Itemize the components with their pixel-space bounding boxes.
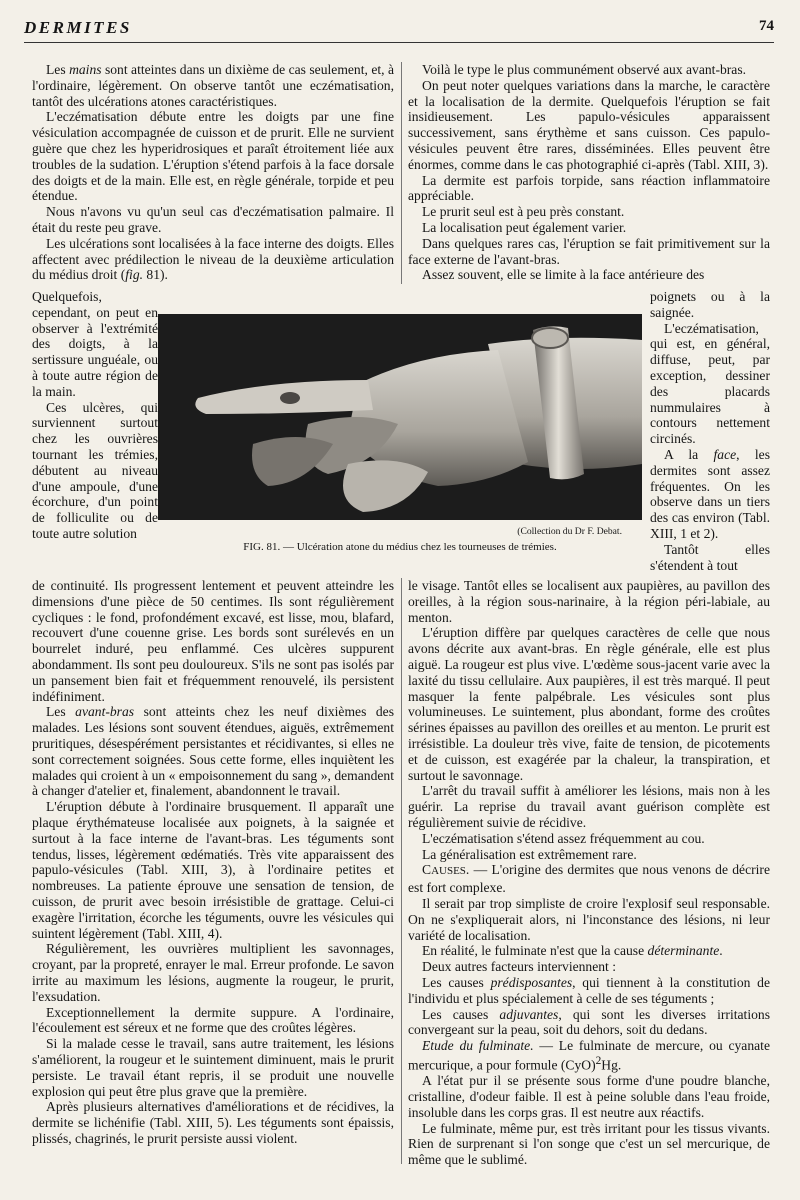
paragraph: CAUSES. — L'origine des dermites que nous venons de décrire est fort complexe. (408, 862, 770, 896)
paragraph: Les ulcérations sont localisées à la face interne des doigts. Elles affectent avec prédilection le niveau de la deuxième articulation du médius droit (fig. 81). (32, 235, 394, 283)
paragraph: Dans quelques rares cas, l'éruption se fait primitivement sur la face externe de l'avant-bras. (408, 235, 770, 267)
paragraph: Etude du fulminate. — Le fulminate de mercure, ou cyanate mercurique, a pour formule (CyO)$^2$Hg. (408, 1038, 770, 1073)
paragraph: Si la malade cesse le travail, sans autre traitement, les lésions s'améliorent, la rougeur et le suintement diminuent, mais le prurit persiste. Le travail étant repris, il se produit une nouvelle explosion qui peut être plus grave que la première. (32, 1036, 394, 1099)
paragraph: L'eczématisation, qui est, en général, diffuse, peut, par exception, dessiner des placards nummulaires à contours nettement circinés. (650, 320, 770, 447)
right-column-wrap (650, 289, 770, 573)
paragraph: L'eczématisation débute entre les doigts par une fine vésiculation accompagnée de cuisson et de prurit. Elle ne survient guère que chez les hyperidrosiques et paraît étroitement liée aux troubles de la sudation. L'éruption s'étend parfois à la face dorsale des doigts et de la main. Elle est, en règle générale, torpide et peu étendue. (32, 109, 394, 204)
running-title: DERMITES (24, 18, 132, 37)
paragraph: de continuité. Ils progressent lentement et peuvent atteindre les dimensions d'une pièce de 50 centimes. Ils sont régulièrement cycliques : le fond, profondément excavé, est lisse, mou, blafard, recouvert d'une couenne grise. Les bords sont surélevés en un bourrelet induré, peu enflammé. Ces ulcères suppurent abondamment. Ils sont peu douloureux. S'ils ne sont pas isolés par un pansement bien fait et fréquemment renouvelé, ils persistent indéfiniment. (32, 578, 394, 704)
paragraph: Il serait par trop simpliste de croire l'explosif seul responsable. On ne s'expliquerait alors, ni l'inconstance des lésions, ni leur variété de localisation. (408, 895, 770, 943)
column-divider-lower (401, 578, 402, 1164)
paragraph: La dermite est parfois torpide, sans réaction inflammatoire appréciable. (408, 172, 770, 204)
paragraph: Quelquefois, cependant, on peut en observer à l'extrémité des doigts, à la sertissure unguéale, ou à toute autre région de la main. (32, 289, 158, 399)
paragraph: Ces ulcères, qui surviennent surtout chez les ouvrières tournant les trémies, débutent au niveau d'une ampoule, d'une écorchure, d'un point de folliculite ou de toute autre solution (32, 399, 158, 541)
running-head (24, 18, 774, 43)
paragraph: Exceptionnellement la dermite suppure. A l'ordinaire, l'écoulement est séreux et ne forme que des croûtes légères. (32, 1004, 394, 1036)
paragraph: le visage. Tantôt elles se localisent aux paupières, au pavillon des oreilles, à la région sous-narinaire, à la région péri-labiale, au menton. (408, 578, 770, 625)
paragraph: Deux autres facteurs interviennent : (422, 959, 617, 975)
column-divider (401, 62, 402, 284)
paragraph: L'éruption diffère par quelques caractères de celle que nous avons décrite aux avant-bras. En règle générale, elle est plus aiguë. La rougeur est plus vive. L'œdème sous-jacent varie avec la laxité du tissu cellulaire. Aux paupières, il est très marqué. Il peut masquer la fente palpébrale. Les vésicules sont plus volumineuses. Le suintement, plus abondant, forme des croûtes sérines épaisses au pavillon des oreilles et au menton. Le prurit est irrésistible. La douleur très vive, faite de tension, de picotements et de cuisson, est exagérée par la chaleur, la transpiration, et surtout le savonnage. (408, 625, 770, 783)
paragraph: L'éruption débute à l'ordinaire brusquement. Il apparaît une plaque érythémateuse localisée aux poignets, à la saignée et surtout à la face interne de l'avant-bras. Les téguments sont tendus, lisses, légèrement œdématiés. Très vite apparaissent des papulo-vésicules (Tabl. XIII, 3), à l'ordinaire petites et nombreuses. La patiente éprouve une sensation de tension, de cuisson, de prurit avec besoin irrésistible de grattage. Celui-ci exagère l'irritation, écorche les téguments, ouvre les vésicules qui suintent légèrement (Tabl. XIII, 4). (32, 799, 394, 941)
hand-photograph (158, 314, 642, 520)
paragraph: En réalité, le fulminate n'est que la cause déterminante. (422, 943, 723, 959)
paragraph: La généralisation est extrêmement rare. (422, 846, 637, 862)
paragraph: Les mains sont atteintes dans un dixième de cas seulement, et, à l'ordinaire, légèrement. On observe tantôt une eczématisation, tantôt des ulcérations atones caractéristiques. (32, 62, 394, 109)
figure-81 (158, 314, 642, 553)
paragraph: Le fulminate, même pur, est très irritant pour les tissus vivants. Rien de surprenant si l'on songe que c'est un sel mercurique, de même que le sublimé. (408, 1120, 770, 1168)
paragraph: Après plusieurs alternatives d'améliorations et de récidives, la dermite se lichénifie (Tabl. XIII, 5). Les téguments sont épaissis, plissés, chagrinés, le prurit persiste aussi violent. (32, 1099, 394, 1146)
paragraph: Voilà le type le plus communément observé aux avant-bras. (422, 62, 747, 77)
right-column-top (408, 62, 770, 283)
paragraph: Assez souvent, elle se limite à la face antérieure des (422, 267, 705, 283)
figure-caption: FIG. 81. — Ulcération atone du médius chez les tourneuses de trémies. (243, 541, 557, 553)
right-column-bottom (408, 578, 770, 1168)
paragraph: Tantôt elles s'étendent à tout (650, 541, 770, 573)
paragraph: poignets ou à la saignée. (650, 289, 770, 320)
paragraph: A l'état pur il se présente sous forme d'une poudre blanche, cristalline, d'odeur faible. Il est à peine soluble dans l'eau froide, insoluble dans les corps gras. Il est neutre aux réactifs. (408, 1073, 770, 1120)
paragraph: L'arrêt du travail suffit à améliorer les lésions, mais non à les guérir. La reprise du travail avant guérison complète est régulièrement suivie de récidive. (408, 783, 770, 830)
page-number: 74 (759, 18, 774, 34)
left-column-wrap (32, 289, 158, 542)
paragraph: A la face, les dermites sont assez fréquentes. On les observe dans un tiers des cas environ (Tabl. XIII, 1 et 2). (650, 446, 770, 541)
left-column-bottom (32, 578, 394, 1147)
paragraph: Nous n'avons vu qu'un seul cas d'eczématisation palmaire. Il était du reste peu grave. (32, 204, 394, 235)
paragraph: Les avant-bras sont atteints chez les neuf dixièmes des malades. Les lésions sont souvent étendues, aiguës, extrêmement pruritiques, désespérément persistantes et récidivantes, si elles ne sont correctement soignées. Sous cette forme, elles inquiètent les malades qui croient à un « empoisonnement du sang », demandent à changer d'atelier et, finalement, abandonnent le travail. (32, 704, 394, 799)
paragraph: Le prurit seul est à peu près constant. (422, 204, 625, 220)
paragraph: Les causes prédisposantes, qui tiennent à la constitution de l'individu et plus spécialement à celle de ses téguments ; (408, 974, 770, 1006)
paragraph: Les causes adjuvantes, qui sont les diverses irritations convergeant sur la peau, soit du dehors, soit du dedans. (408, 1006, 770, 1038)
paragraph: Régulièrement, les ouvrières multiplient les savonnages, croyant, par la propreté, enrayer le mal. Erreur profonde. Le savon irrite au maximum les lésions, augmente la rougeur, le prurit, l'exsudation. (32, 941, 394, 1004)
paragraph: La localisation peut également varier. (422, 219, 627, 235)
left-column-top (32, 62, 394, 283)
paragraph: On peut noter quelques variations dans la marche, le caractère et la localisation de la dermite. Quelquefois l'éruption se fait insidieusement. Les papulo-vésicules apparaissent successivement, sans érythème et sans cuisson. Ces papulo-vésicules peuvent être rares, disséminées. Elles peuvent être énormes, comme dans le cas photographié ci-après (Tabl. XIII, 3). (408, 77, 770, 172)
paragraph: L'eczématisation s'étend assez fréquemment au cou. (422, 830, 705, 846)
figure-credit: (Collection du Dr F. Debat. (517, 526, 622, 537)
